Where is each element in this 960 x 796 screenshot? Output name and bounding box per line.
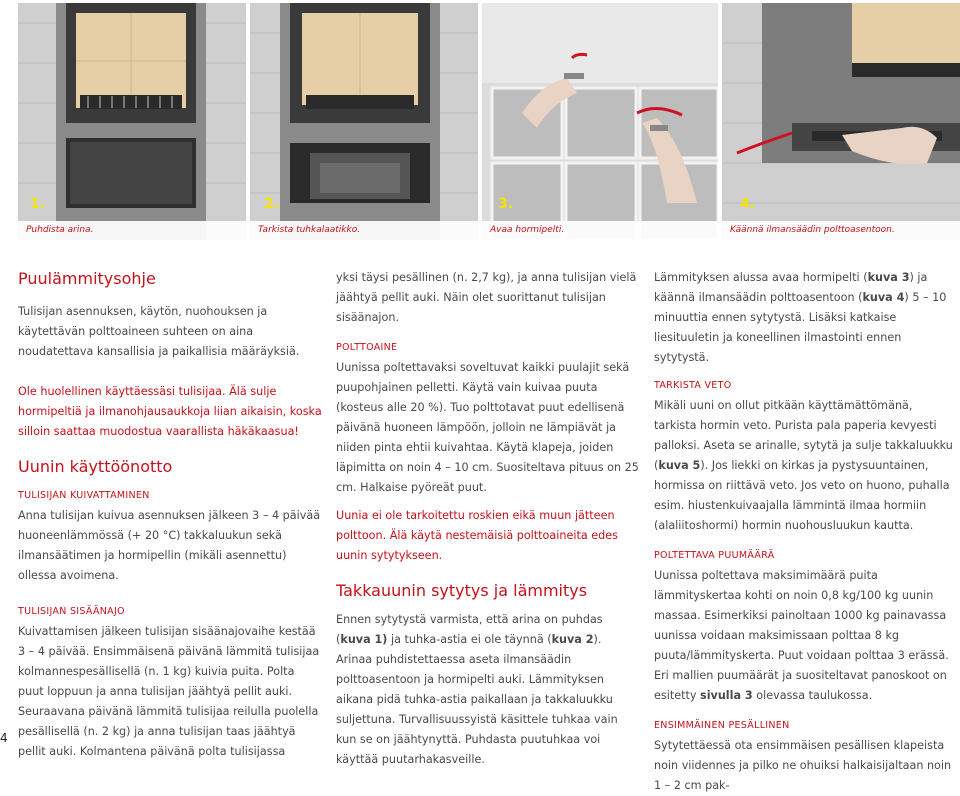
photo-caption: Tarkista tuhkalaatikko.	[250, 221, 478, 240]
subheading-wood-amount: POLTETTAVA PUUMÄÄRÄ	[654, 550, 775, 561]
section-heading: Takkauunin sytytys ja lämmitys	[336, 581, 588, 600]
fuel-warning: Uunia ei ole tarkoitettu roskien eikä muun jätteen polttoon. Älä käytä nestemäisiä polttoaineita edes uunin sytytykseen.	[336, 509, 618, 562]
ignition-text: Ennen sytytystä varmista, että arina on puhdas (kuva 1) ja tuhka-astia ei ole täynnä (kuva 2). Arinaa puhdistettaessa aseta ilmansäädin polttoasentoon ja hormipelti auki. Lämmityksen aikana pidä tuhka-astia paikallaan ja takkaluukku suljettuna. Turvallisuussyistä käsittele tuhkaa vain kun se on jäähtynyttä. Puhdasta puutuhkaa voi käyttää puutarhakasveille.	[336, 613, 618, 766]
photo-caption: Puhdista arina.	[18, 221, 246, 240]
photo-number: 1.	[30, 196, 46, 212]
wood-amount-text: Uunissa poltettava maksimimäärä puita lämmityskertaa kohti on noin 0,8 kg/100 kg uunin massaa. Esimerkiksi painoltaan 1000 kg painavassa uunissa voidaan maksimissaan polttaa 8 kg puuta/lämmityskerta. Puut voidaan polttaa 3 erässä. Eri mallien puumäärät ja suositeltavat panoskoot on esitetty sivulla 3 olevassa taulukossa.	[654, 569, 949, 702]
first-load-text: Sytytettäessä ota ensimmäisen pesällisen klapeista noin viidennes ja pilko ne ohuiksi halkaisijaltaan noin 1 – 2 cm pak-	[654, 739, 952, 792]
break-in-cont-text: yksi täysi pesällinen (n. 2,7 kg), ja anna tulisijan vielä jäähtyä pellit auki. Näin olet suorittanut tulisijan sisäänajon.	[336, 271, 637, 324]
photo-strip	[0, 0, 960, 244]
photo-number: 2.	[264, 196, 280, 212]
photo-number: 3.	[498, 196, 514, 212]
section-heading: Uunin käyttöönotto	[18, 457, 173, 476]
photo-caption: Avaa hormipelti.	[482, 221, 718, 240]
subheading-fuel: POLTTOAINE	[336, 342, 398, 353]
subheading-first-load: ENSIMMÄINEN PESÄLLINEN	[654, 720, 790, 731]
photo-damper	[482, 3, 718, 240]
subheading-draught: TARKISTA VETO	[654, 380, 732, 391]
photo-caption: Käännä ilmansäädin polttoasentoon.	[722, 221, 960, 240]
subheading-drying: TULISIJAN KUIVATTAMINEN	[18, 490, 150, 501]
heating-start-text: Lämmityksen alussa avaa hormipelti (kuva 3) ja käännä ilmansäädin polttoasentoon (kuva 4) 5 – 10 minuuttia ennen sytytystä. Lisäksi katkaise liesituuletin ja koneellinen ilmastointi ennen sytytystä.	[654, 271, 947, 364]
draught-text: Mikäli uuni on ollut pitkään käyttämättömänä, tarkista hormin veto. Purista pala paperia kevyesti palloksi. Aseta se arinalle, sytytä ja sulje takkaluukku (kuva 5). Jos liekki on kirkas ja pystysuuntainen, hormissa on riittävä veto. Jos veto on huono, puhalla esim. hiustenkuivaajalla lämmintä ilmaa hormiin (alaliitoshormi) hormin nuohousluukun kautta.	[654, 399, 953, 532]
column-2	[336, 268, 640, 770]
warning-text: Ole huolellinen käyttäessäsi tulisijaa. Älä sulje hormipeltiä ja ilmanohjausaukkoja liian aikaisin, koska silloin saattaa muodostua vaarallista häkäkaasua!	[18, 385, 322, 438]
intro-text: Tulisijan asennuksen, käytön, nuohouksen ja käytettävän polttoaineen suhteen on aina noudatettava kansallisia ja paikallisia määräyksiä.	[18, 305, 300, 358]
stove-photo-1	[18, 3, 246, 240]
subheading-break-in: TULISIJAN SISÄÄNAJO	[18, 606, 125, 617]
photo-air-control	[722, 3, 960, 240]
drying-text: Anna tulisijan kuivua asennuksen jälkeen 3 – 4 päivää huoneenlämmössä (+ 20 °C) takkaluukun sekä ilmansäätimen ja hormipellin (mikäli asennettu) ollessa avoimena.	[18, 509, 321, 582]
page-number: 4	[0, 731, 8, 745]
photo-ash-box	[250, 3, 478, 240]
photo-grate	[18, 3, 246, 240]
page-title: Puulämmitysohje	[18, 269, 156, 288]
break-in-text: Kuivattamisen jälkeen tulisijan sisäänajovaihe kestää 3 – 4 päivää. Ensimmäisenä päivänä lämmitä tulisijaa kolmannespesällisellä (n. 1 kg) kuivia puita. Polta puut loppuun ja anna tulisijan jäähtyä pellit auki. Seuraavana päivänä lämmitä tulisijaa reilulla puolella pesällisellä (n. 2 kg) ja anna tulisijan taas jäähtyä pellit auki. Kolmantena päivänä polta tulisijassa	[18, 625, 320, 758]
stove-photo-2	[250, 3, 478, 240]
stove-photo-4	[722, 3, 960, 240]
column-3	[654, 268, 956, 796]
wall-photo-3	[482, 3, 718, 240]
column-1	[18, 268, 322, 762]
photo-number: 4.	[740, 196, 756, 212]
fuel-text: Uunissa poltettavaksi soveltuvat kaikki puulajit sekä puupohjainen pelletti. Käytä vain kuivaa puuta (kosteus alle 20 %). Tuo polttotavat puut edellisenä päivänä huoneen lämpöön, jolloin ne lämpiävät ja niiden pinta ehtii kuivahtaa. Käytä klapeja, joiden läpimitta on noin 4 – 10 cm. Suositeltava pituus on 25 cm. Halkaise pyöreät puut.	[336, 361, 639, 494]
